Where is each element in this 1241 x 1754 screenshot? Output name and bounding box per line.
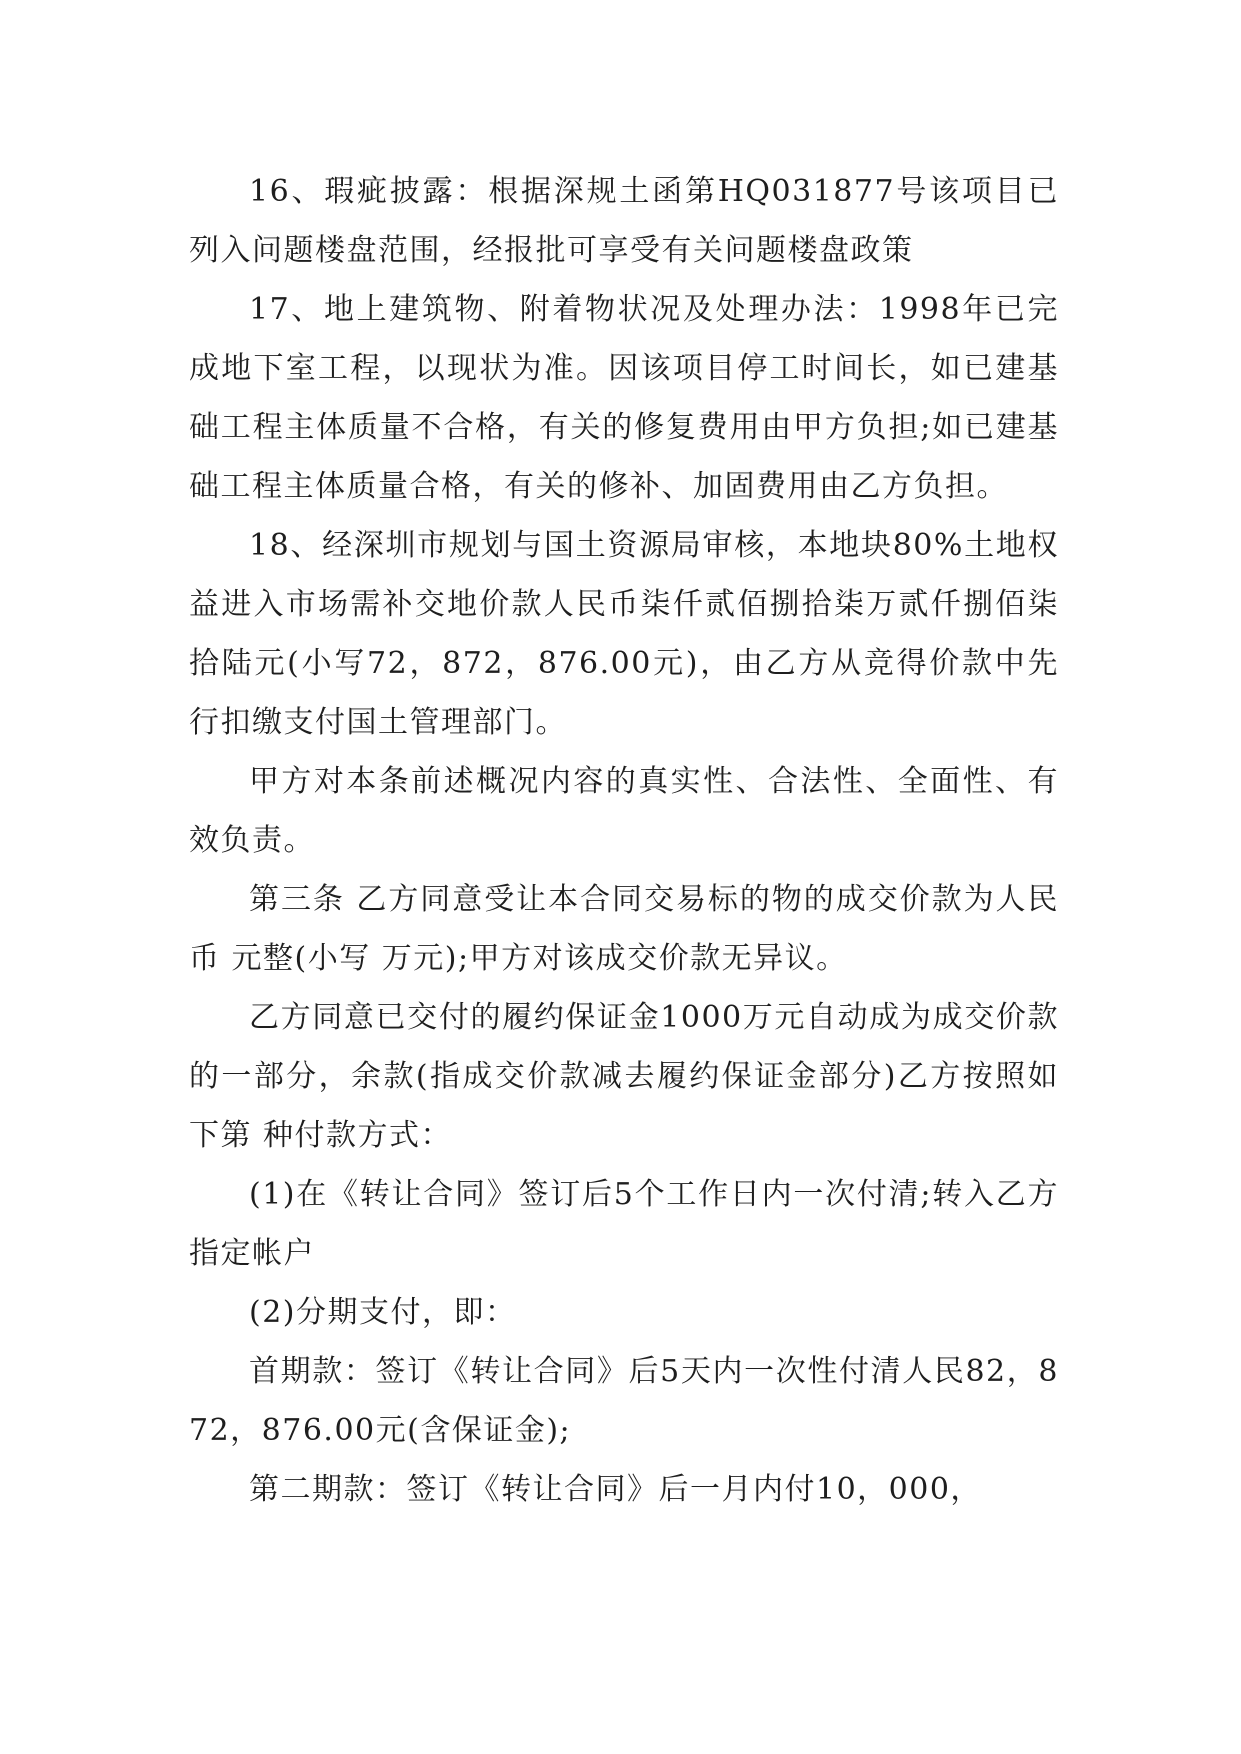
paragraph-deposit: 乙方同意已交付的履约保证金1000万元自动成为成交价款的一部分，余款(指成交价款减去履约保证金部分)乙方按照如下第 种付款方式：	[189, 1000, 1059, 1153]
paragraph-first-installment: 首期款：签订《转让合同》后5天内一次性付清人民82，872，876.00元(含保证金);	[189, 1354, 1059, 1448]
paragraph-second-installment: 第二期款：签订《转让合同》后一月内付10，000，	[249, 1472, 982, 1507]
paragraph-defect-disclosure: 16、瑕疵披露：根据深规土函第HQ031877号该项目已列入问题楼盘范围，经报批可享受有关问题楼盘政策	[189, 174, 1059, 268]
document-body	[189, 162, 1059, 1519]
paragraph-buildings-status: 17、地上建筑物、附着物状况及处理办法：1998年已完成地下室工程，以现状为准。因该项目停工时间长，如已建基础工程主体质量不合格，有关的修复费用由甲方负担;如已建基础工程主体质量合格，有关的修补、加固费用由乙方负担。	[189, 292, 1059, 504]
paragraph-party-a-responsibility: 甲方对本条前述概况内容的真实性、合法性、全面性、有效负责。	[189, 764, 1059, 858]
paragraph-payment-option-1: (1)在《转让合同》签订后5个工作日内一次付清;转入乙方指定帐户	[189, 1177, 1059, 1271]
paragraph-article-three: 第三条 乙方同意受让本合同交易标的物的成交价款为人民币 元整(小写 万元);甲方对该成交价款无异议。	[189, 882, 1059, 976]
paragraph-land-premium: 18、经深圳市规划与国土资源局审核，本地块80%土地权益进入市场需补交地价款人民币柒仟贰佰捌拾柒万贰仟捌佰柒拾陆元(小写72，872，876.00元)，由乙方从竞得价款中先行扣缴支付国土管理部门。	[189, 528, 1059, 740]
paragraph-payment-option-2: (2)分期支付，即：	[249, 1295, 517, 1330]
